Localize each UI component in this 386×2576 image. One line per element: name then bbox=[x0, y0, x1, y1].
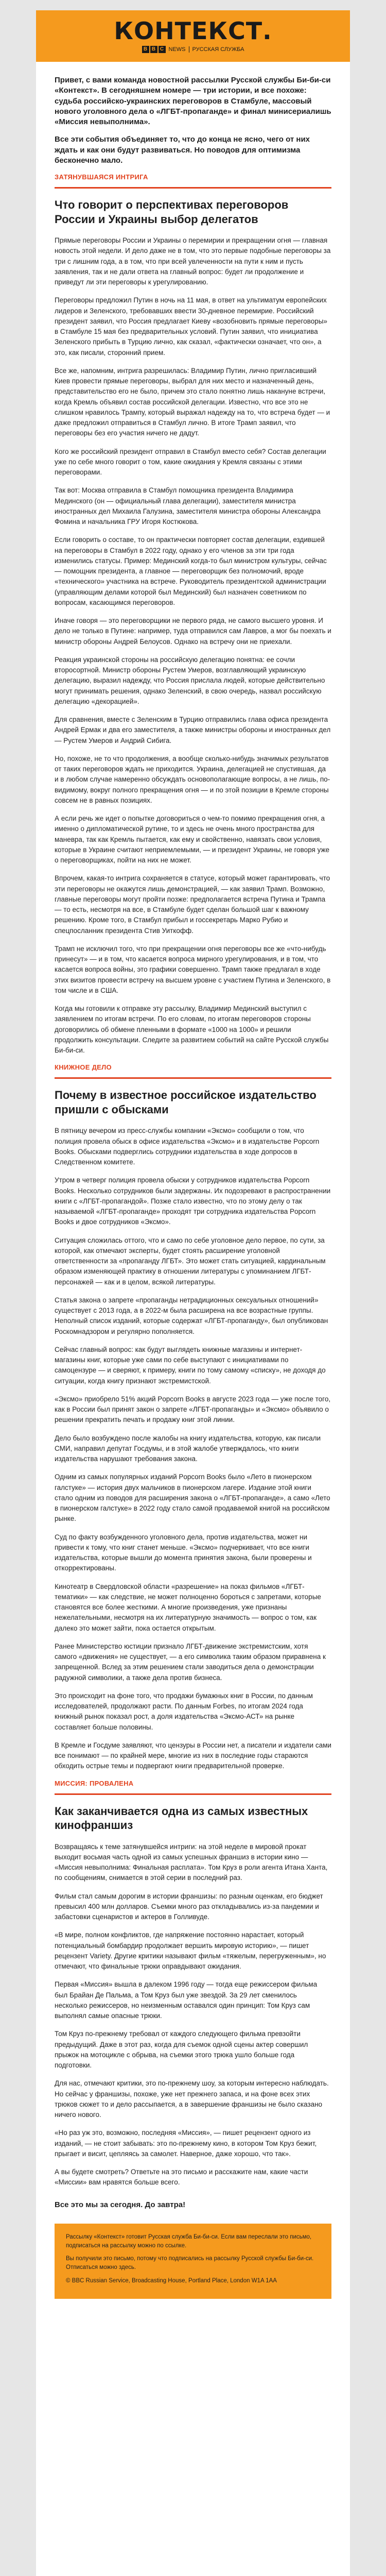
section-body bbox=[55, 235, 331, 1056]
paragraph: Для сравнения, вместе с Зеленским в Турцию отправились глава офиса президента Андрей Ермак и два его заместителя, а также министры обороны и иностранных дел — Рустем Умеров и Андрий Сибига. bbox=[55, 716, 331, 744]
section-label: ЗАТЯНУВШАЯСЯ ИНТРИГА bbox=[55, 173, 148, 181]
newsletter-card bbox=[36, 10, 350, 2576]
paragraph: Кого же российский президент отправил в Стамбул вместо себя? Состав делегации уже по себе много говорит о том, какие ожидания у Кремля связаны с этими переговорами. bbox=[55, 447, 326, 476]
section-label: КНИЖНОЕ ДЕЛО bbox=[55, 1063, 112, 1072]
paragraph: Так вот: Москва отправила в Стамбул помощника президента Владимира Мединского (он — официальный глава делегации), заместителя министра иностранных дел Михаила Галузина, заместителя министра обороны Александра Фомина и начальника ГРУ Игоря Костюкова. bbox=[55, 486, 321, 526]
section-title: Как заканчивается одна из самых известных кинофраншиз bbox=[55, 1804, 308, 1832]
paragraph: В пятницу вечером из пресс-службы компании «Эксмо» сообщили о том, что полиция провела обыск в офисе издательства «Эксмо» и в издательстве Popcorn Books. Обысками подверглись сотрудники издательства в ходе допросов в Следственном комитете. bbox=[55, 1127, 320, 1166]
footer bbox=[55, 2224, 331, 2299]
paragraph: Впрочем, какая-то интрига сохраняется в статусе, который может гарантировать, что эти переговоры не окажутся лишь демонстрацией, — как заявил Трамп. Возможно, главные переговоры могут пройти позже: предполагается встреча Путина и Трампа — то есть, несмотря на все, в Стамбуле будет сделан большой шаг к важному решению. Кроме того, в Стамбул прибыл и госсекретарь Марко Рубио и спецпосланник президента Стив Уиткофф. bbox=[55, 874, 330, 935]
paragraph: Том Круз по-прежнему требовал от каждого следующего фильма превзойти предыдущий. Даже в этот раз, когда для съемок одной сцены актер совершил прыжок на мотоцикле с обрыва, на съемки этого трюка ушло больше года подготовки. bbox=[55, 2030, 308, 2069]
bbc-branding bbox=[142, 46, 244, 53]
service-label: РУССКАЯ СЛУЖБА bbox=[192, 46, 244, 53]
paragraph: Сейчас главный вопрос: как будут выглядеть книжные магазины и интернет-магазины книг, которые уже сами по себе выступают с инициативами по самоцензуре — и сверяют, к примеру, книги по тому самому «списку», не доходя до ситуации, когда книгу признают экстремистской. bbox=[55, 1345, 326, 1385]
paragraph: Фильм стал самым дорогим в истории франшизы: по разным оценкам, его бюджет превысил 400 млн долларов. Съемки много раз откладывались из-за пандемии и забастовки сценаристов и актеров в Голливуде. bbox=[55, 1892, 323, 1921]
paragraph: «Но раз уж это, возможно, последняя «Миссия», — пишет рецензент одного из изданий, — не стоит забывать: это по-прежнему кино, в котором Том Круз бежит, прыгает и висит, цепляясь за самолет. Наверное, даже хорошо, что так». bbox=[55, 2129, 317, 2158]
section-body bbox=[55, 1126, 331, 1771]
intro-paragraph: Все эти события объединяет то, что до конца не ясно, чего от них ждать и как они будут развиваться. Но поводов для оптимизма бесконечно мало. bbox=[55, 135, 310, 165]
paragraph: А вы будете смотреть? Ответьте на это письмо и расскажите нам, какие части «Миссии» вам нравятся больше всего. bbox=[55, 2168, 308, 2187]
bbc-news-label: NEWS bbox=[168, 46, 186, 53]
bbc-letter: C bbox=[159, 46, 166, 53]
section-divider bbox=[55, 1077, 331, 1079]
paragraph: Для нас, отмечают критики, это по-прежнему шоу, за которым интересно наблюдать. Но сейчас у франшизы, похоже, уже нет прежнего запаса, и на фоне всех этих трюков сюжет то и дело рассыпается, а в завершение франшизы не было сказано ничего нового. bbox=[55, 2079, 329, 2119]
paragraph: Ситуация сложилась оттого, что и само по себе уголовное дело первое, по сути, за которой, как отмечают эксперты, будет стоять расширение уголовной ответственности за «пропаганду ЛГБТ». Это может стать ситуацией, кардинальным образом изменяющей практику в отношении литературы с упоминанием ЛГБТ-персонажей — как и в целом, всякой литературы. bbox=[55, 1236, 326, 1286]
paragraph: Кинотеатр в Свердловской области «разрешение» на показ фильмов «ЛГБТ-тематики» — как следствие, не может полноценно бороться с запретами, которые становятся все более жесткими. А многие произведения, уже признаны нежелательными, несмотря на их литературную значимость — вопрос о том, как далеко это может зайти, пока остается открытым. bbox=[55, 1582, 321, 1632]
paragraph: А если речь же идет о попытке договориться о чем-то помимо прекращения огня, а именно о дипломатической рутине, то и здесь не очень много пространства для маневра, так как Кремль пытается, как ему и свойственно, навязать свои условия, которые в Украине считают неприемлемыми, — и президент Украины, не говоря уже о переговорщиках, пойти на них не может. bbox=[55, 815, 330, 864]
paragraph: Но, похоже, не то что продолжения, а вообще сколько-нибудь значимых результатов от таких переговоров ждать не приходится. Украина, делегацией не спустившая, да и в любом случае намеренно обсуждать основополагающие вопросы, а не лишь, по-видимому, вокруг полного прекращения огня — и по этой позиции в Кремле стороны совсем не в равных позициях. bbox=[55, 754, 330, 804]
paragraph: В Кремле и Госдуме заявляют, что цензуры в России нет, а писатели и издатели сами все понимают — по крайней мере, многие из них в последние годы стараются обходить острые темы и подвергают книги предварительной проверке. bbox=[55, 1741, 331, 1770]
paragraph: Ранее Министерство юстиции признало ЛГБТ-движение экстремистским, хотя самого «движения» не существует, — а его символика таким образом приравнена к запрещенной. Вслед за этим решением стали заводиться дела о демонстрации радужной символики, а также дела против бизнеса. bbox=[55, 1642, 326, 1682]
section-title: Почему в известное российское издательство пришли с обысками bbox=[55, 1089, 317, 1116]
bbc-letter: B bbox=[142, 46, 149, 53]
paragraph: Если говорить о составе, то он практически повторяет состав делегации, ездившей на переговоры в Стамбул в 2022 году, однако у его членов за эти три года изменились статусы. Пример: Мединский когда-то был министром культуры, сейчас — помощник президента, а главное — переговорщик без полномочий, вроде «технического» участника на встрече. Руководитель президентской администрации (управляющим делами которой был Мединский) был назначен советником по вопросам, касающимся переговоров. bbox=[55, 536, 327, 606]
paragraph: Статья закона о запрете «пропаганды нетрадиционных сексуальных отношений» существует с 2013 года, а в 2022-м была расширена на все возрастные группы. Неполный список изданий, которые содержат «ЛГБТ-пропаганду», был опубликован Роскомнадзором и регулярно пополняется. bbox=[55, 1296, 328, 1335]
section-divider bbox=[55, 1793, 331, 1795]
intro bbox=[55, 75, 331, 166]
newsletter-body bbox=[36, 75, 350, 2299]
paragraph: Переговоры предложил Путин в ночь на 11 мая, в ответ на ультиматум европейских лидеров и Зеленского, требовавших ввести 30-дневное перемирие. Российский президент заявил, что Россия предлагает Киеву «возобновить прямые переговоры» в Стамбуле 15 мая без предварительных условий. Путин заявил, что инициатива Зеленского прибыть в Турцию лично, как сказал, «фактически означает, что он», а это, как писали, сторонний прием. bbox=[55, 296, 327, 357]
paragraph: Дело было возбуждено после жалобы на книгу издательства, которую, как писали СМИ, направил депутат Госдумы, и в этой жалобе утверждалось, что книги издательства нарушают требования закона. bbox=[55, 1434, 321, 1463]
footer-line[interactable]: Рассылку «Контекст» готовит Русская служба Би-би-си. Если вам переслали это письмо, подписаться на рассылку можно по ссылке. bbox=[66, 2233, 312, 2249]
footer-line[interactable]: Вы получили это письмо, потому что подписались на рассылку Русской службы Би-би-си. Отписаться можно здесь. bbox=[66, 2256, 314, 2271]
paragraph: Иначе говоря — это переговорщики не первого ряда, не самого высшего уровня. И дело не только в Путине: например, туда отправился сам Лавров, а мог бы поехать и министр обороны Андрей Белоусов. Однако на встречу они не приехали. bbox=[55, 617, 331, 646]
section-title: Что говорит о перспективах переговоров России и Украины выбор делегатов bbox=[55, 198, 289, 226]
section-label: МИССИЯ: ПРОВАЛЕНА bbox=[55, 1779, 134, 1787]
kontekst-logo[interactable]: КОНТЕКСТ. bbox=[114, 17, 272, 45]
paragraph: Суд по факту возбужденного уголовного дела, против издательства, может ни привести к тому, что книг станет меньше. «Эксмо» подчеркивает, что все книги издательства, которые вышли до момента принятия закона, были проверены и откорректированы. bbox=[55, 1533, 312, 1572]
section-divider bbox=[55, 187, 331, 189]
newsletter-header bbox=[36, 10, 350, 62]
closing-line: Все это мы за сегодня. До завтра! bbox=[55, 2200, 186, 2209]
paragraph: Трамп не исключил того, что при прекращении огня переговоры все же «что-нибудь принесут» — и в том, что касается вопроса мирного урегулирования, и в том, что касается вопроса войны, это графики совершенно. Трамп также предлагал в ходе этих визитов провести встречу на высшем уровне с участием Путина и Зеленского, в том числе и в США. bbox=[55, 944, 331, 994]
paragraph: «В мире, полном конфликтов, где напряжение постоянно нарастает, который потенциальный бомбардир продолжает вершить мировую историю», — пишет рецензент Variety. Другие критики называют фильм «тяжелым, перегруженным», но отмечают, что финальные трюки оправдывают ожидания. bbox=[55, 1931, 326, 1970]
bbc-logo bbox=[142, 46, 166, 53]
paragraph: Первая «Миссия» вышла в далеком 1996 году — тогда еще режиссером фильма был Брайан Де Пальма, а Том Круз был уже звездой. За 29 лет сменилось несколько режиссеров, но неизменным оставался один принцип: Том Круз сам выполнял самые опасные трюки. bbox=[55, 1980, 318, 2020]
paragraph: Реакция украинской стороны на российскую делегацию понятна: ее сочли второсортной. Министр обороны Рустем Умеров, возглавляющий украинскую делегацию, выразил надежду, что Россия прислала людей, которые действительно могут принимать решения, однако Зеленский, в свою очередь, назвал российскую делегацию «декорацией». bbox=[55, 655, 325, 705]
bbc-letter: B bbox=[150, 46, 157, 53]
paragraph: Возвращаясь к теме затянувшейся интриги: на этой неделе в мировой прокат выходит восьмая часть одной из самых успешных франшиз в истории кино — «Миссия невыполнима: Финальная расплата». Том Круз в роли агента Итана Ханта, по сообщениям, снимается в этой серии в последний раз. bbox=[55, 1842, 328, 1882]
intro-paragraph: Привет, с вами команда новостной рассылки Русской службы Би-би-си «Контекст». В сегодняшнем номере — три истории, и все похоже: судьба российско-украинских переговоров в Стамбуле, массовый нового уголовного дела о «ЛГБТ-пропаганде» и финал минисериалишь «Миссия невыполнима». bbox=[55, 76, 331, 126]
paragraph: «Эксмо» приобрело 51% акций Popcorn Books в августе 2023 года — уже после того, как в России был принят закон о запрете «ЛГБТ-пропаганды» и «Эксмо» объявило о решении прекратить печать и продажу книг этой линии. bbox=[55, 1395, 331, 1424]
paragraph: Когда мы готовили к отправке эту рассылку, Владимир Мединский выступил с заявлением по итогам встречи. По его словам, по итогам переговоров стороны договорились об обмене пленными в формате «1000 на 1000» и решили продолжить консультации. Следите за развитием событий на сайте Русской службы Би-би-си. bbox=[55, 1005, 329, 1054]
section-body bbox=[55, 1842, 331, 2188]
paragraph: Все же, напомним, интрига разрешилась: Владимир Путин, лично пригласивший Киев провести прямые переговоры, выбрал для них место и назначенный день, представительство его не было, причем это стало понятно лишь накануне встречи, когда Кремль объявил состав российской делегации. Известно, что все это не слишком нравилось Трампу, который выражал надежду на то, что встреча будет — и даже предложил отправиться в Стамбул лично. В итоге Трамп заявил, что переговоры без его участия ничего не дадут. bbox=[55, 366, 330, 437]
paragraph: Утром в четверг полиция провела обыски у сотрудников издательства Popcorn Books. Несколько сотрудников были задержаны. Их подозревают в распространении книги с «ЛГБТ-пропагандой». Позже стало известно, что по этому делу о так называемой «ЛГБТ-пропаганде» проходят три сотрудника издательства Popcorn Books и двое сотрудников «Эксмо». bbox=[55, 1176, 331, 1226]
paragraph: Прямые переговоры России и Украины о перемирии и прекращении огня — главная новость этой недели. И дело даже не в том, что это первые подобные переговоры за три с лишним года, а в том, что при всей увлеченности на пути к ним и пусть заявления, так и не дали ответа на главный вопрос: будет ли продолжение и приведут ли эти переговоры к урегулированию. bbox=[55, 236, 331, 286]
paragraph: Это происходит на фоне того, что продажи бумажных книг в России, по данным исследователей, продолжают расти. По данным Forbes, по итогам 2024 года книжный рынок показал рост, а доля издательства «Эксмо-АСТ» на рынке составляет больше половины. bbox=[55, 1691, 313, 1731]
footer-line: © BBC Russian Service, Broadcasting House, Portland Place, London W1A 1AA bbox=[66, 2277, 277, 2284]
sections bbox=[55, 173, 331, 2188]
paragraph: Одним из самых популярных изданий Popcorn Books было «Лето в пионерском галстуке» — история двух мальчиков в пионерском лагере. Издание этой книги стало одним из поводов для расширения закона о «ЛГБТ-пропаганде», а само «Лето в пионерском галстуке» в 2022 году стало самой продаваемой книгой на российском рынке. bbox=[55, 1473, 330, 1523]
